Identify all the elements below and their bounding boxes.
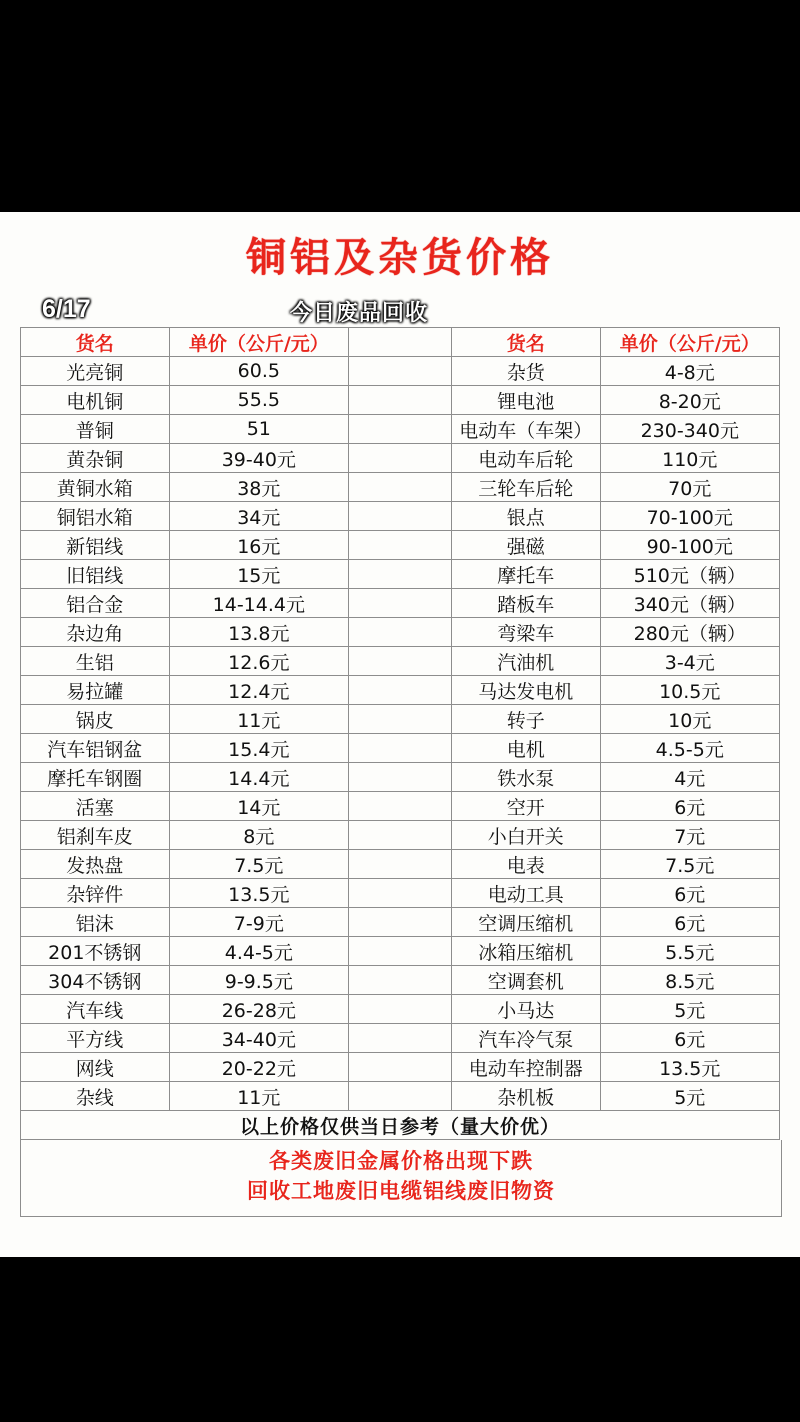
cell-price-right: 10元: [600, 705, 779, 734]
bottom-padding: [0, 1217, 800, 1257]
spacer-cell: [349, 357, 452, 386]
cell-name-left: 锅皮: [21, 705, 170, 734]
cell-name-left: 摩托车钢圈: [21, 763, 170, 792]
price-sheet: [0, 212, 800, 1257]
cell-name-right: 空调压缩机: [451, 908, 600, 937]
cell-name-left: 易拉罐: [21, 676, 170, 705]
cell-name-right: 杂货: [451, 357, 600, 386]
table-row: [21, 995, 780, 1024]
table-row: [21, 415, 780, 444]
table-row: [21, 792, 780, 821]
cell-price-left: 15.4元: [169, 734, 348, 763]
table-row: [21, 966, 780, 995]
cell-price-left: 7.5元: [169, 850, 348, 879]
cell-price-right: 4-8元: [600, 357, 779, 386]
cell-price-left: 13.5元: [169, 879, 348, 908]
spacer-cell: [349, 502, 452, 531]
footer-line-2: 回收工地废旧电缆铝线废旧物资: [247, 1179, 555, 1203]
cell-name-right: 踏板车: [451, 589, 600, 618]
cell-name-right: 电动车控制器: [451, 1053, 600, 1082]
page-title: 铜铝及杂货价格: [246, 235, 554, 281]
note-row: [21, 1111, 780, 1140]
spacer-cell: [349, 415, 452, 444]
cell-price-left: 51: [169, 415, 348, 444]
spacer-cell: [349, 1053, 452, 1082]
cell-name-right: 电动车（车架）: [451, 415, 600, 444]
cell-price-left: 38元: [169, 473, 348, 502]
overlay-date: 6/17: [42, 295, 91, 323]
cell-name-right: 三轮车后轮: [451, 473, 600, 502]
spacer-cell: [349, 560, 452, 589]
cell-price-left: 55.5: [169, 386, 348, 415]
cell-name-left: 杂边角: [21, 618, 170, 647]
cell-name-left: 活塞: [21, 792, 170, 821]
table-row: [21, 734, 780, 763]
cell-name-left: 旧铝线: [21, 560, 170, 589]
cell-price-left: 26-28元: [169, 995, 348, 1024]
cell-price-left: 11元: [169, 705, 348, 734]
cell-price-left: 14元: [169, 792, 348, 821]
cell-price-right: 4.5-5元: [600, 734, 779, 763]
cell-price-right: 3-4元: [600, 647, 779, 676]
table-row: [21, 908, 780, 937]
cell-name-right: 马达发电机: [451, 676, 600, 705]
cell-name-left: 黄杂铜: [21, 444, 170, 473]
table-row: [21, 676, 780, 705]
cell-price-right: 8-20元: [600, 386, 779, 415]
cell-name-left: 光亮铜: [21, 357, 170, 386]
cell-name-right: 转子: [451, 705, 600, 734]
overlay-bar: [0, 293, 800, 327]
table-row: [21, 763, 780, 792]
cell-name-right: 铁水泵: [451, 763, 600, 792]
table-row: [21, 502, 780, 531]
cell-name-left: 铝沫: [21, 908, 170, 937]
cell-price-right: 110元: [600, 444, 779, 473]
cell-name-right: 小白开关: [451, 821, 600, 850]
overlay-caption: 今日废品回收: [290, 301, 429, 326]
spacer-cell: [349, 473, 452, 502]
table-row: [21, 473, 780, 502]
cell-price-left: 13.8元: [169, 618, 348, 647]
cell-price-right: 4元: [600, 763, 779, 792]
header-name-right: 货名: [451, 328, 600, 357]
spacer-cell: [349, 386, 452, 415]
table-row: [21, 1024, 780, 1053]
cell-name-left: 生铝: [21, 647, 170, 676]
cell-price-right: 5.5元: [600, 937, 779, 966]
spacer-cell: [349, 647, 452, 676]
cell-name-right: 小马达: [451, 995, 600, 1024]
cell-price-left: 16元: [169, 531, 348, 560]
cell-price-left: 34元: [169, 502, 348, 531]
cell-name-left: 普铜: [21, 415, 170, 444]
table-row: [21, 357, 780, 386]
spacer-cell: [349, 589, 452, 618]
table-row: [21, 1053, 780, 1082]
cell-price-right: 280元（辆）: [600, 618, 779, 647]
cell-price-right: 70元: [600, 473, 779, 502]
cell-price-right: 7.5元: [600, 850, 779, 879]
cell-name-right: 电动工具: [451, 879, 600, 908]
cell-price-right: 7元: [600, 821, 779, 850]
cell-name-left: 发热盘: [21, 850, 170, 879]
cell-name-left: 电机铜: [21, 386, 170, 415]
cell-price-left: 9-9.5元: [169, 966, 348, 995]
cell-price-left: 39-40元: [169, 444, 348, 473]
cell-name-left: 杂锌件: [21, 879, 170, 908]
cell-name-right: 弯梁车: [451, 618, 600, 647]
cell-price-right: 8.5元: [600, 966, 779, 995]
cell-name-right: 空调套机: [451, 966, 600, 995]
cell-name-left: 新铝线: [21, 531, 170, 560]
table-row: [21, 618, 780, 647]
note-text: 以上价格仅供当日参考（量大价优）: [21, 1111, 780, 1140]
cell-name-left: 汽车铝钢盆: [21, 734, 170, 763]
cell-price-left: 60.5: [169, 357, 348, 386]
header-price-right: 单价（公斤/元）: [600, 328, 779, 357]
cell-name-right: 摩托车: [451, 560, 600, 589]
cell-price-left: 15元: [169, 560, 348, 589]
spacer-cell: [349, 966, 452, 995]
cell-price-right: 340元（辆）: [600, 589, 779, 618]
footer-line-1: 各类废旧金属价格出现下跌: [269, 1149, 533, 1173]
cell-name-left: 铝刹车皮: [21, 821, 170, 850]
cell-price-left: 14-14.4元: [169, 589, 348, 618]
cell-name-right: 电机: [451, 734, 600, 763]
table-row: [21, 1082, 780, 1111]
cell-name-left: 网线: [21, 1053, 170, 1082]
table-row: [21, 937, 780, 966]
cell-price-right: 510元（辆）: [600, 560, 779, 589]
header-price-left: 单价（公斤/元）: [169, 328, 348, 357]
cell-price-left: 12.4元: [169, 676, 348, 705]
cell-name-left: 铜铝水箱: [21, 502, 170, 531]
cell-price-left: 20-22元: [169, 1053, 348, 1082]
table-row: [21, 589, 780, 618]
spacer-cell: [349, 850, 452, 879]
spacer-cell: [349, 618, 452, 647]
cell-price-left: 4.4-5元: [169, 937, 348, 966]
cell-name-right: 电表: [451, 850, 600, 879]
spacer-cell: [349, 328, 452, 357]
cell-name-left: 汽车线: [21, 995, 170, 1024]
footer-notes: [20, 1140, 782, 1217]
spacer-cell: [349, 908, 452, 937]
cell-name-left: 铝合金: [21, 589, 170, 618]
cell-price-right: 90-100元: [600, 531, 779, 560]
table-row: [21, 386, 780, 415]
price-table: [20, 327, 780, 1140]
table-row: [21, 560, 780, 589]
spacer-cell: [349, 937, 452, 966]
spacer-cell: [349, 1082, 452, 1111]
table-row: [21, 531, 780, 560]
cell-price-right: 5元: [600, 1082, 779, 1111]
table-row: [21, 879, 780, 908]
table-row: [21, 444, 780, 473]
table-header-row: [21, 328, 780, 357]
cell-name-left: 304不锈钢: [21, 966, 170, 995]
cell-price-right: 6元: [600, 792, 779, 821]
cell-price-right: 5元: [600, 995, 779, 1024]
table-row: [21, 821, 780, 850]
cell-price-right: 230-340元: [600, 415, 779, 444]
spacer-cell: [349, 444, 452, 473]
spacer-cell: [349, 821, 452, 850]
spacer-cell: [349, 1024, 452, 1053]
cell-price-right: 6元: [600, 1024, 779, 1053]
cell-price-left: 14.4元: [169, 763, 348, 792]
cell-price-left: 7-9元: [169, 908, 348, 937]
cell-price-right: 10.5元: [600, 676, 779, 705]
header-name-left: 货名: [21, 328, 170, 357]
cell-name-right: 锂电池: [451, 386, 600, 415]
cell-price-right: 6元: [600, 879, 779, 908]
cell-price-left: 11元: [169, 1082, 348, 1111]
cell-price-left: 34-40元: [169, 1024, 348, 1053]
spacer-cell: [349, 995, 452, 1024]
cell-name-right: 银点: [451, 502, 600, 531]
cell-name-left: 201不锈钢: [21, 937, 170, 966]
table-row: [21, 705, 780, 734]
cell-name-left: 杂线: [21, 1082, 170, 1111]
cell-price-right: 70-100元: [600, 502, 779, 531]
cell-price-left: 12.6元: [169, 647, 348, 676]
spacer-cell: [349, 763, 452, 792]
cell-name-left: 平方线: [21, 1024, 170, 1053]
cell-name-right: 冰箱压缩机: [451, 937, 600, 966]
table-row: [21, 647, 780, 676]
cell-name-right: 强磁: [451, 531, 600, 560]
spacer-cell: [349, 676, 452, 705]
cell-name-right: 电动车后轮: [451, 444, 600, 473]
spacer-cell: [349, 792, 452, 821]
table-row: [21, 850, 780, 879]
cell-name-right: 空开: [451, 792, 600, 821]
cell-name-right: 汽油机: [451, 647, 600, 676]
cell-name-left: 黄铜水箱: [21, 473, 170, 502]
cell-price-right: 6元: [600, 908, 779, 937]
cell-name-right: 汽车冷气泵: [451, 1024, 600, 1053]
cell-price-left: 8元: [169, 821, 348, 850]
spacer-cell: [349, 879, 452, 908]
spacer-cell: [349, 734, 452, 763]
spacer-cell: [349, 531, 452, 560]
cell-price-right: 13.5元: [600, 1053, 779, 1082]
cell-name-right: 杂机板: [451, 1082, 600, 1111]
spacer-cell: [349, 705, 452, 734]
